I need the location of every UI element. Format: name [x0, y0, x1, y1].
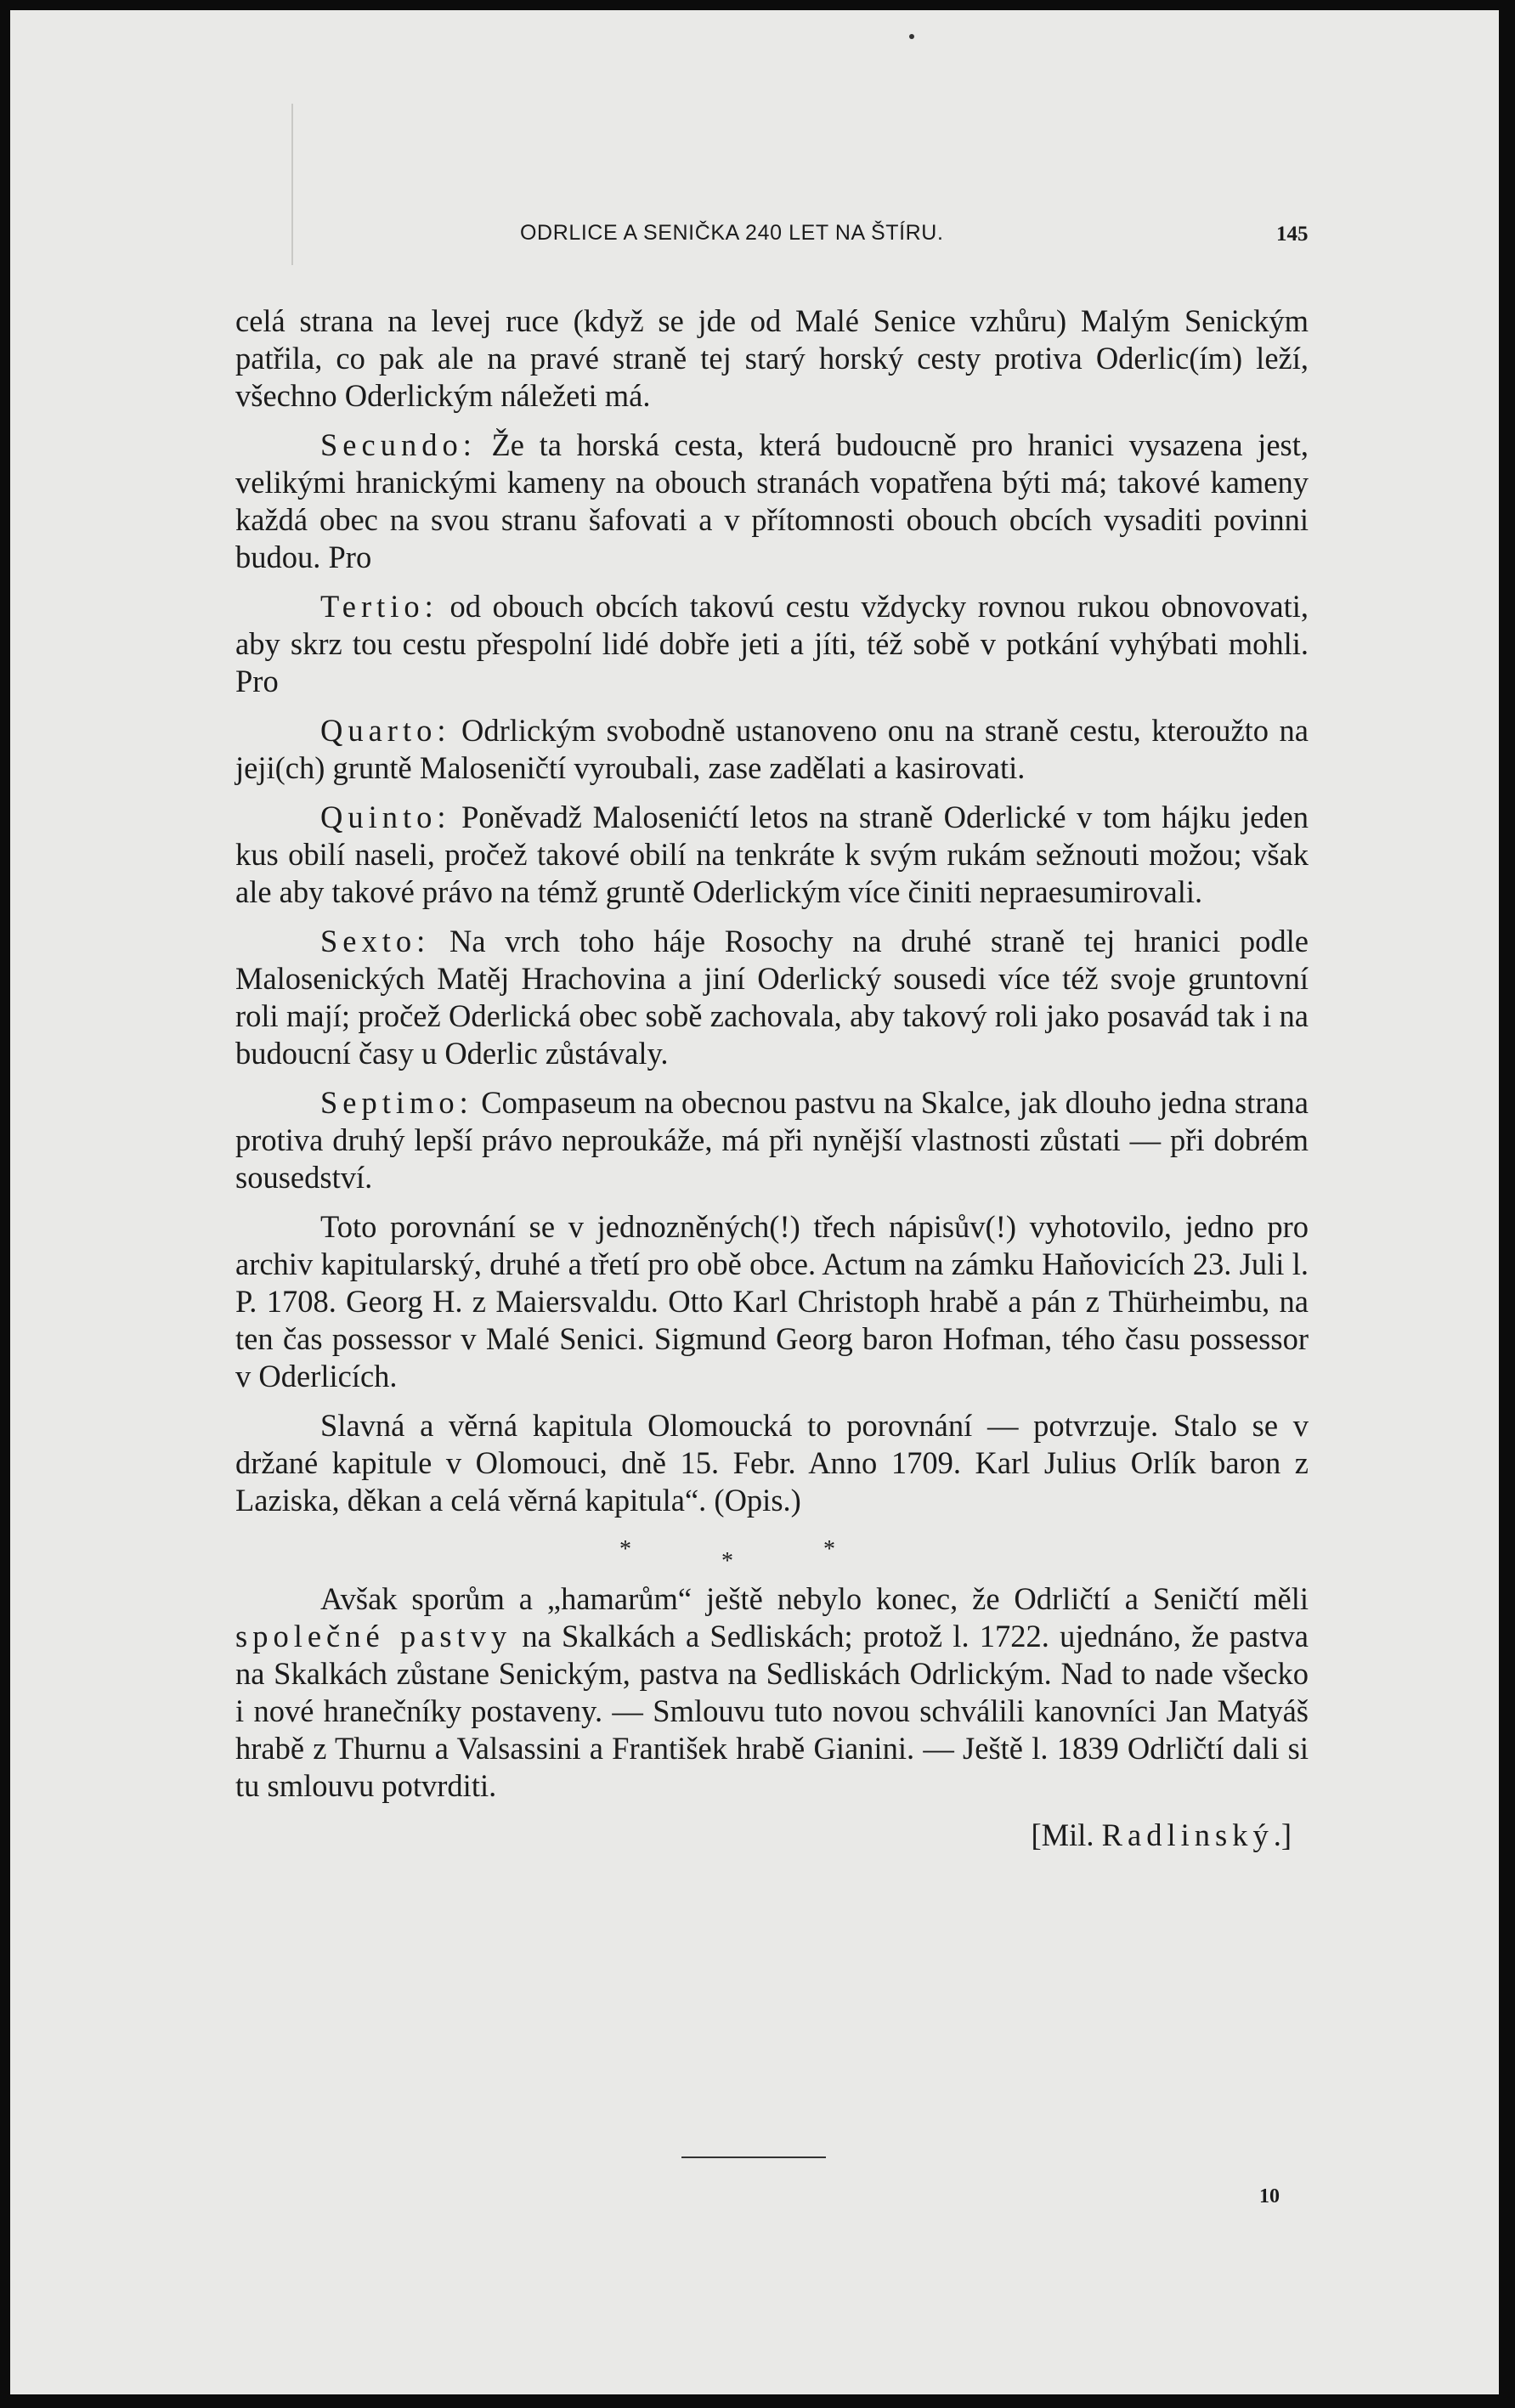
item-lead: Septimo: — [320, 1085, 473, 1120]
page-header — [10, 218, 1499, 252]
paragraph-quarto: Quarto: Odrlickým svobodně ustanoveno onu na straně cestu, kteroužto na jeji(ch) gruntě Maloseničtí vyroubali, zase zadělati a kasirovati. — [235, 713, 1309, 785]
running-title: ODRLICE A SENIČKA 240 LET NA ŠTÍRU. — [520, 221, 944, 245]
paragraph-actum: Toto porovnání se v jednozněných(!) třech nápisův(!) vyhotovilo, jedno pro archiv kapitularský, druhé a třetí pro obě obce. Actum na zámku Haňovicích 23. Juli l. P. 1708. Georg H. z Maiersvaldu. Otto Karl Christoph hrabě a pán z Thürheimbu, na ten čas possessor v Malé Senici. Sigmund Georg baron Hofman, tého času possessor v Oderlicích. — [235, 1209, 1309, 1393]
item-lead: Quinto: — [320, 800, 451, 834]
spaced-emphasis: společné pastvy — [235, 1619, 512, 1653]
item-lead: Secundo: — [320, 427, 477, 462]
item-lead: Tertio: — [320, 589, 438, 624]
item-lead: Quarto: — [320, 713, 451, 748]
section-separator — [235, 1531, 1309, 1574]
paragraph-confirmation: Slavná a věrná kapitula Olomoucká to porovnání — potvrzuje. Stalo se v držané kapitule v Olomouci, dně 15. Febr. Anno 1709. Karl Julius Orlík baron z Laziska, děkan a celá věrná kapitula“. (Opis.) — [235, 1408, 1309, 1518]
separator-star: * — [823, 1536, 835, 1563]
author-name: Radlinský — [1101, 1817, 1274, 1852]
paragraph-secundo: Secundo: Že ta horská cesta, která budoucně pro hranici vysazena jest, velikými hranickými kameny na obouch stranách vopatřena býti má; takové kameny každá obec na svou stranu šafovati a v přítomnosti obouch obcích vysaditi povinni budou. Pro — [235, 427, 1309, 574]
paragraph-tertio: Tertio: od obouch obcích takovú cestu vždycky rovnou rukou obnovovati, aby skrz tou cestu přespolní lidé dobře jeti a jíti, též sobě v potkání vyhýbati mohli. Pro — [235, 589, 1309, 698]
page-number: 145 — [1276, 223, 1309, 246]
paragraph-septimo: Septimo: Compaseum na obecnou pastvu na Skalce, jak dlouho jedna strana protiva druhý lepší právo neproukáže, má při nynější vlastnosti zůstati — při dobrém sousedství. — [235, 1085, 1309, 1195]
item-lead: Sexto: — [320, 924, 431, 958]
separator-star: * — [619, 1536, 631, 1563]
paragraph-quinto: Quinto: Poněvadž Malosenićtí letos na straně Oderlické v tom hájku jeden kus obilí naseli, pročež takové obilí na tenkráte k svým rukám sežnouti možou; však ale aby takové právo na témž gruntě Oderlickým více činiti nepraesumirovali. — [235, 800, 1309, 909]
page-speck — [909, 34, 914, 39]
signature-mark: 10 — [1259, 2185, 1280, 2207]
page — [10, 10, 1499, 2394]
paragraph-final: Avšak sporům a „hamarům“ ještě nebylo konec, že Odrličtí a Seničtí měli společné pastvy na Skalkách a Sedliskách; protož l. 1722. ujednáno, že pastva na Skalkách zůstane Senickým, pastva na Sedliskách Odrlickým. Nad to nade všecko i nové hranečníky postaveny. — Smlouvu tuto novou schválili kanovníci Jan Matyáš hrabě z Thurnu a Valsassini a František hrabě Gianini. — Ještě l. 1839 Odrličtí dali si tu smlouvu potvrditi. — [235, 1581, 1309, 1803]
paragraph-1: celá strana na levej ruce (když se jde od Malé Senice vzhůru) Malým Senickým patřila, co pak ale na pravé straně tej starý horský cesty protiva Oderlic(ím) leží, všechno Oderlickým náležeti má. — [235, 303, 1309, 413]
closing-rule — [681, 2156, 826, 2158]
paragraph-sexto: Sexto: Na vrch toho háje Rosochy na druhé straně tej hranici podle Malosenických Matěj Hrachovina a jiní Oderlický sousedi více též svoje gruntovní roli mají; pročež Oderlická obec sobě zachovala, aby takový roli jako posavád tak i na budoucní časy u Oderlic zůstávaly. — [235, 924, 1309, 1071]
author-signature: [Mil. Radlinský.] — [1031, 1817, 1292, 1852]
text-body — [235, 302, 1309, 1866]
separator-star: * — [721, 1548, 733, 1574]
